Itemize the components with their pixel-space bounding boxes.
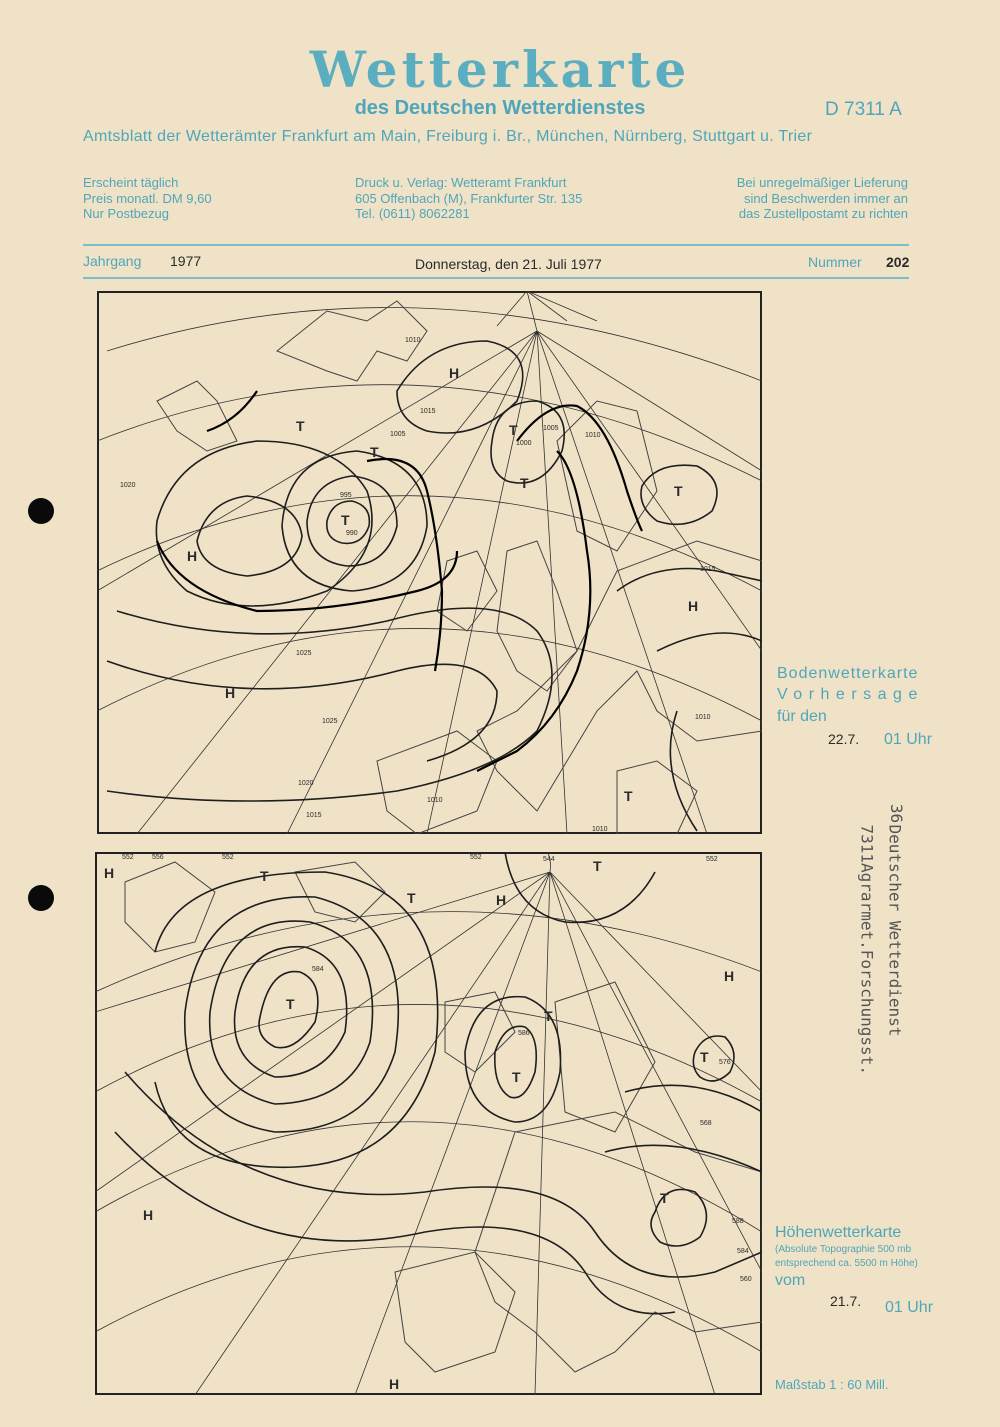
contour-label: 552 (122, 854, 134, 861)
contour-label: 552 (222, 854, 234, 861)
isobar-label: 1020 (298, 780, 314, 787)
punch-hole-top (28, 498, 54, 524)
masthead-subtitle: des Deutschen Wetterdienstes (354, 97, 646, 119)
surface-center-label: H (688, 598, 699, 614)
contour-label: 544 (543, 856, 555, 863)
map-scale: Maßstab 1 : 60 Mill. (775, 1377, 889, 1392)
isobar-label: 1010 (427, 797, 443, 804)
isobar-label: 1025 (296, 650, 312, 657)
contour-label: 552 (470, 854, 482, 861)
info-right-line: sind Beschwerden immer an (743, 190, 908, 206)
upper-air-map (95, 852, 762, 1395)
nummer-value: 202 (886, 254, 910, 270)
stamp-mark: 36 (887, 803, 907, 824)
contour-label: 556 (152, 854, 164, 861)
rule-top (83, 244, 909, 246)
publication-code: D 7311 A (825, 99, 902, 120)
jahrgang-label: Jahrgang (83, 253, 142, 269)
surface-caption-vorhersage: Vorhersage (777, 686, 924, 703)
isobar-label: 1010 (695, 714, 711, 721)
isobar-label: 1000 (516, 440, 532, 447)
upper-center-label: T (660, 1190, 669, 1206)
info-center-line: Tel. (0611) 8062281 (355, 206, 470, 221)
isobar-label: 1015 (700, 566, 716, 573)
isobar-label: 1010 (405, 337, 421, 344)
surface-caption-fuer: für den (777, 708, 827, 725)
upper-caption-date: 21.7. (830, 1293, 862, 1309)
isobar-label: 1010 (592, 826, 608, 833)
upper-caption-vom: vom (775, 1272, 806, 1289)
surface-center-label: H (225, 685, 236, 701)
upper-center-label: T (593, 858, 602, 874)
info-right-line: das Zustellpostamt zu richten (738, 206, 908, 221)
upper-center-label: H (496, 892, 507, 908)
isobar-label: 990 (346, 530, 358, 537)
rule-bottom (83, 277, 909, 279)
nummer-label: Nummer (808, 254, 862, 270)
surface-center-label: T (520, 475, 529, 491)
contour-label: 586 (518, 1030, 530, 1037)
upper-center-label: H (104, 865, 115, 881)
upper-center-label: T (700, 1049, 709, 1065)
contour-label: 568 (700, 1120, 712, 1127)
upper-center-label: H (724, 968, 735, 984)
surface-center-label: T (624, 788, 633, 804)
info-right (700, 175, 908, 222)
surface-center-label: T (674, 483, 683, 499)
upper-center-label: T (544, 1008, 553, 1024)
isobar-label: 1025 (322, 718, 338, 725)
isobar-label: 995 (340, 492, 352, 499)
stamp-line-2: 7311Agrarmet.Forschungsst. (857, 824, 877, 1075)
issue-date: Donnerstag, den 21. Juli 1977 (415, 256, 602, 272)
upper-center-label: T (407, 890, 416, 906)
stamp-line-1: Deutscher Wetterdienst (885, 824, 905, 1037)
contour-label: 576 (719, 1059, 731, 1066)
upper-center-label: T (512, 1069, 521, 1085)
upper-center-label: H (389, 1376, 400, 1392)
upper-caption-time: 01 Uhr (885, 1299, 934, 1316)
isobar-label: 1015 (420, 408, 436, 415)
surface-center-label: H (449, 365, 460, 381)
info-left (83, 175, 212, 222)
contour-label: 588 (732, 1218, 744, 1225)
info-center-line: 605 Offenbach (M), Frankfurter Str. 135 (355, 190, 583, 206)
isobar-label: 1005 (390, 431, 406, 438)
upper-caption-height: entsprechend ca. 5500 m Höhe) (775, 1258, 918, 1269)
surface-caption-title: Bodenwetterkarte (777, 665, 919, 682)
contour-label: 552 (706, 856, 718, 863)
contour-label: 584 (737, 1248, 749, 1255)
surface-center-label: T (370, 444, 379, 460)
info-right-line: Bei unregelmäßiger Lieferung (736, 175, 908, 190)
upper-center-label: T (260, 868, 269, 884)
isobar-label: 1010 (585, 432, 601, 439)
info-left-line: Nur Postbezug (83, 206, 169, 221)
jahrgang-value: 1977 (170, 253, 202, 269)
surface-caption-time: 01 Uhr (884, 731, 933, 748)
amtsblatt-line: Amtsblatt der Wetterämter Frankfurt am Main, Freiburg i. Br., München, Nürnberg, Stuttgart u. Trier (83, 128, 813, 145)
punch-hole-bottom (28, 885, 54, 911)
masthead-title: Wetterkarte (309, 40, 691, 99)
surface-center-label: H (187, 548, 198, 564)
surface-center-label: T (296, 418, 305, 434)
isobar-label: 1015 (306, 812, 322, 819)
library-stamp (820, 803, 960, 1140)
info-center-line: Druck u. Verlag: Wetteramt Frankfurt (355, 175, 567, 190)
isobar-label: 1005 (543, 425, 559, 432)
upper-caption-topography: (Absolute Topographie 500 mb (775, 1244, 912, 1255)
surface-center-label: T (341, 512, 350, 528)
contour-label: 560 (740, 1276, 752, 1283)
surface-center-label: T (509, 422, 518, 438)
surface-caption-date: 22.7. (828, 731, 860, 747)
info-left-line: Preis monatl. DM 9,60 (83, 190, 212, 206)
info-center (355, 175, 582, 222)
info-left-line: Erscheint täglich (83, 175, 179, 190)
upper-caption-title: Höhenwetterkarte (775, 1224, 902, 1241)
isobar-label: 1020 (120, 482, 136, 489)
upper-center-label: T (286, 996, 295, 1012)
contour-label: 584 (312, 966, 324, 973)
upper-center-label: H (143, 1207, 154, 1223)
